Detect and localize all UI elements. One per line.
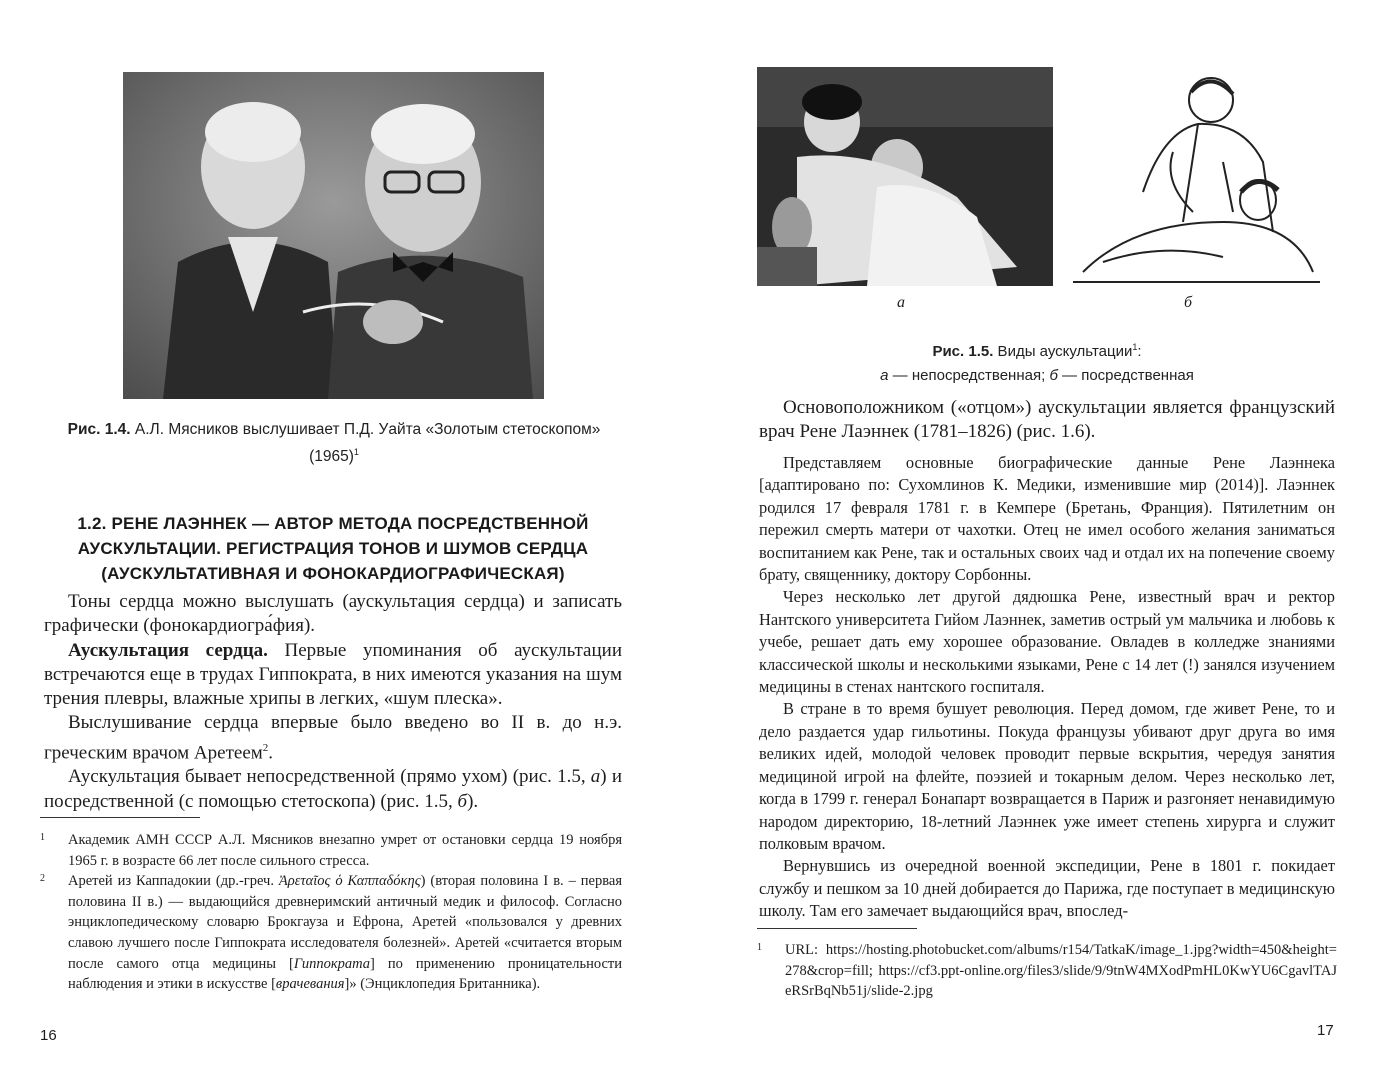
footnote-1-number: 1 [40,832,45,843]
figure-1-4-caption-year: (1965) [309,448,354,466]
figure-1-4-photo [123,72,544,399]
figure-1-5-caption-line1: Рис. 1.5. Виды аускультации$^1$: [932,342,1142,360]
section-heading [58,511,608,586]
footnote-1-text: Академик АМН СССР А.Л. Мясников внезапно умрет от остановки сердца 19 ноября 1965 г. в возрасте 66 лет после сильного стресса. [68,832,622,869]
page-number-left: 16 [40,1027,57,1044]
section-heading-line2: АУСКУЛЬТАЦИИ. РЕГИСТРАЦИЯ ТОНОВ И ШУМОВ СЕРДЦА [77,539,589,558]
right-paragraph-3: В стране в то время бушует революция. Перед домом, где живет Рене, то и дело раздается удар гильотины. Покуда французы убивают друг друга во имя великих идей, молодой человек проводит первые вскрытия, чередуя занятия медициной игрой на флейте, поэзией и токарным делом. Через несколько лет, когда в 1799 г. генерал Бонапарт возвращается в Париж и разгоняет ненавидимую народом директорию, 18-летний Лаэннек уже имеет степень хирурга и служит полковым врачом. [759,699,1335,853]
right-body-text [759,452,1335,923]
right-footnote-1 [757,940,1337,1002]
right-paragraph-4: Вернувшись из очередной военной экспедиции, Рене в 1801 г. покидает службу и пешком за 10 дней добирается до Парижа, где поступает в медицинскую школу. Там его замечает выдающийся врач, впослед- [759,856,1335,921]
page-number-right: 17 [1317,1022,1334,1039]
right-footnote-1-url-text: URL: https://hosting.photobucket.com/albums/r154/TatkaK/image_1.jpg?width=450&height=278&crop=fill; https://cf3.ppt-online.org/files3/slide/9/9tnW4MXodPmHL0KwYU6CgavlTAJeRSrBqNb51j/slide-2.jpg [785,942,1337,1000]
left-footnote-divider [40,817,200,818]
right-paragraph-1: Представляем основные биографические данные Рене Лаэннека [адаптировано по: Сухомлинов К. Медики, изменившие мир (2014)]. Лаэннек родился 17 февраля 1781 г. в Кемпере (Бретань, Франция). Пятилетним он пережил смерть матери от чахотки. Отец не имел особого желания заниматься воспитанием как Рене, так и остальных своих чад и отдал их на попечение своему брату, священнику, доктору Сорбонны. [759,453,1335,585]
section-heading-line3: (АУСКУЛЬТАТИВНАЯ И ФОНОКАРДИОГРАФИЧЕСКАЯ) [101,564,565,583]
right-footnotes [757,940,1337,1002]
figure-1-4-caption-text: А.Л. Мясников выслушивает П.Д. Уайта «Золотым стетоскопом» [134,421,601,438]
section-heading-line1: 1.2. РЕНЕ ЛАЭННЕК — АВТОР МЕТОДА ПОСРЕДСТВЕННОЙ [77,514,589,533]
right-intro-paragraph: Основоположником («отцом») аускультации является французский врач Рене Лаэннек (1781–1826) (рис. 1.6). [759,397,1335,443]
left-paragraph-3: Выслушивание сердца впервые было введено во II в. до н.э. греческим врачом Аретеем$^2$. [44,712,622,764]
left-body-text [44,590,622,814]
left-paragraph-2: Аускультация сердца. Первые упоминания об аускультации встречаются еще в трудах Гиппократа, в них имеются указания на шум трения плевры, влажные хрипы в легких, «шум плеска». [44,639,622,710]
figure-1-5-caption [757,335,1317,388]
figure-1-5-sublabel-b: б [1184,294,1193,311]
figure-1-4-caption-label: Рис. 1.4. [67,421,131,438]
footnote-2-number: 2 [40,873,45,885]
left-paragraph-4: Аускультация бывает непосредственной (прямо ухом) (рис. 1.5, а) и посредственной (с помощью стетоскопа) (рис. 1.5, б). [44,766,622,812]
figure-1-5a-painting [757,67,1053,286]
right-paragraph-2: Через несколько лет другой дядюшка Рене, известный врач и ректор Нантского университета Гийом Лаэннек, заметив острый ум мальчика и любовь к учебе, решает дать ему хорошее образование. Овладев в колледже знаниями классической школы и несколькими языками, Рене с 14 лет (!) занялся изучением медицины в стенах нантского госпиталя. [759,587,1335,697]
right-footnote-1-number: 1 [757,942,762,953]
right-footnote-divider [757,928,917,929]
figure-1-5b-drawing [1073,72,1320,287]
left-footnotes [40,830,622,995]
footnote-1 [40,830,622,871]
figure-1-4-caption-sup: 1 [353,447,359,457]
figure-1-5-caption-line2: а — непосредственная; б — посредственная [880,367,1194,384]
footnote-2: 2 Аретей из Каппадокии (др.-греч. Ἀρεταῖος ὁ Καππαδόκης) (вторая половина I в. – первая половина II в.) — выдающийся древнеримский античный медик и философ. Согласно энциклопедическому словарю Брокгауза и Ефрона, Аретей «пользовался у древних славою лучшего после Гиппократа исследователя болезней». Аретей «считается вторым после самого отца медицины [Гиппократа] по применению проницательности наблюдения и этики в искусстве [врачевания]» (Энциклопедия Британника). [40,871,622,995]
right-intro [759,396,1335,445]
figure-1-5-sublabel-a: а [897,294,905,311]
auscultation-subheading: Аускультация сердца. [68,639,268,661]
left-paragraph-1: Тоны сердца можно выслушать (аускультация сердца) и записать графически (фонокардиогра́фия). [44,591,622,637]
figure-1-4-caption [60,419,608,468]
